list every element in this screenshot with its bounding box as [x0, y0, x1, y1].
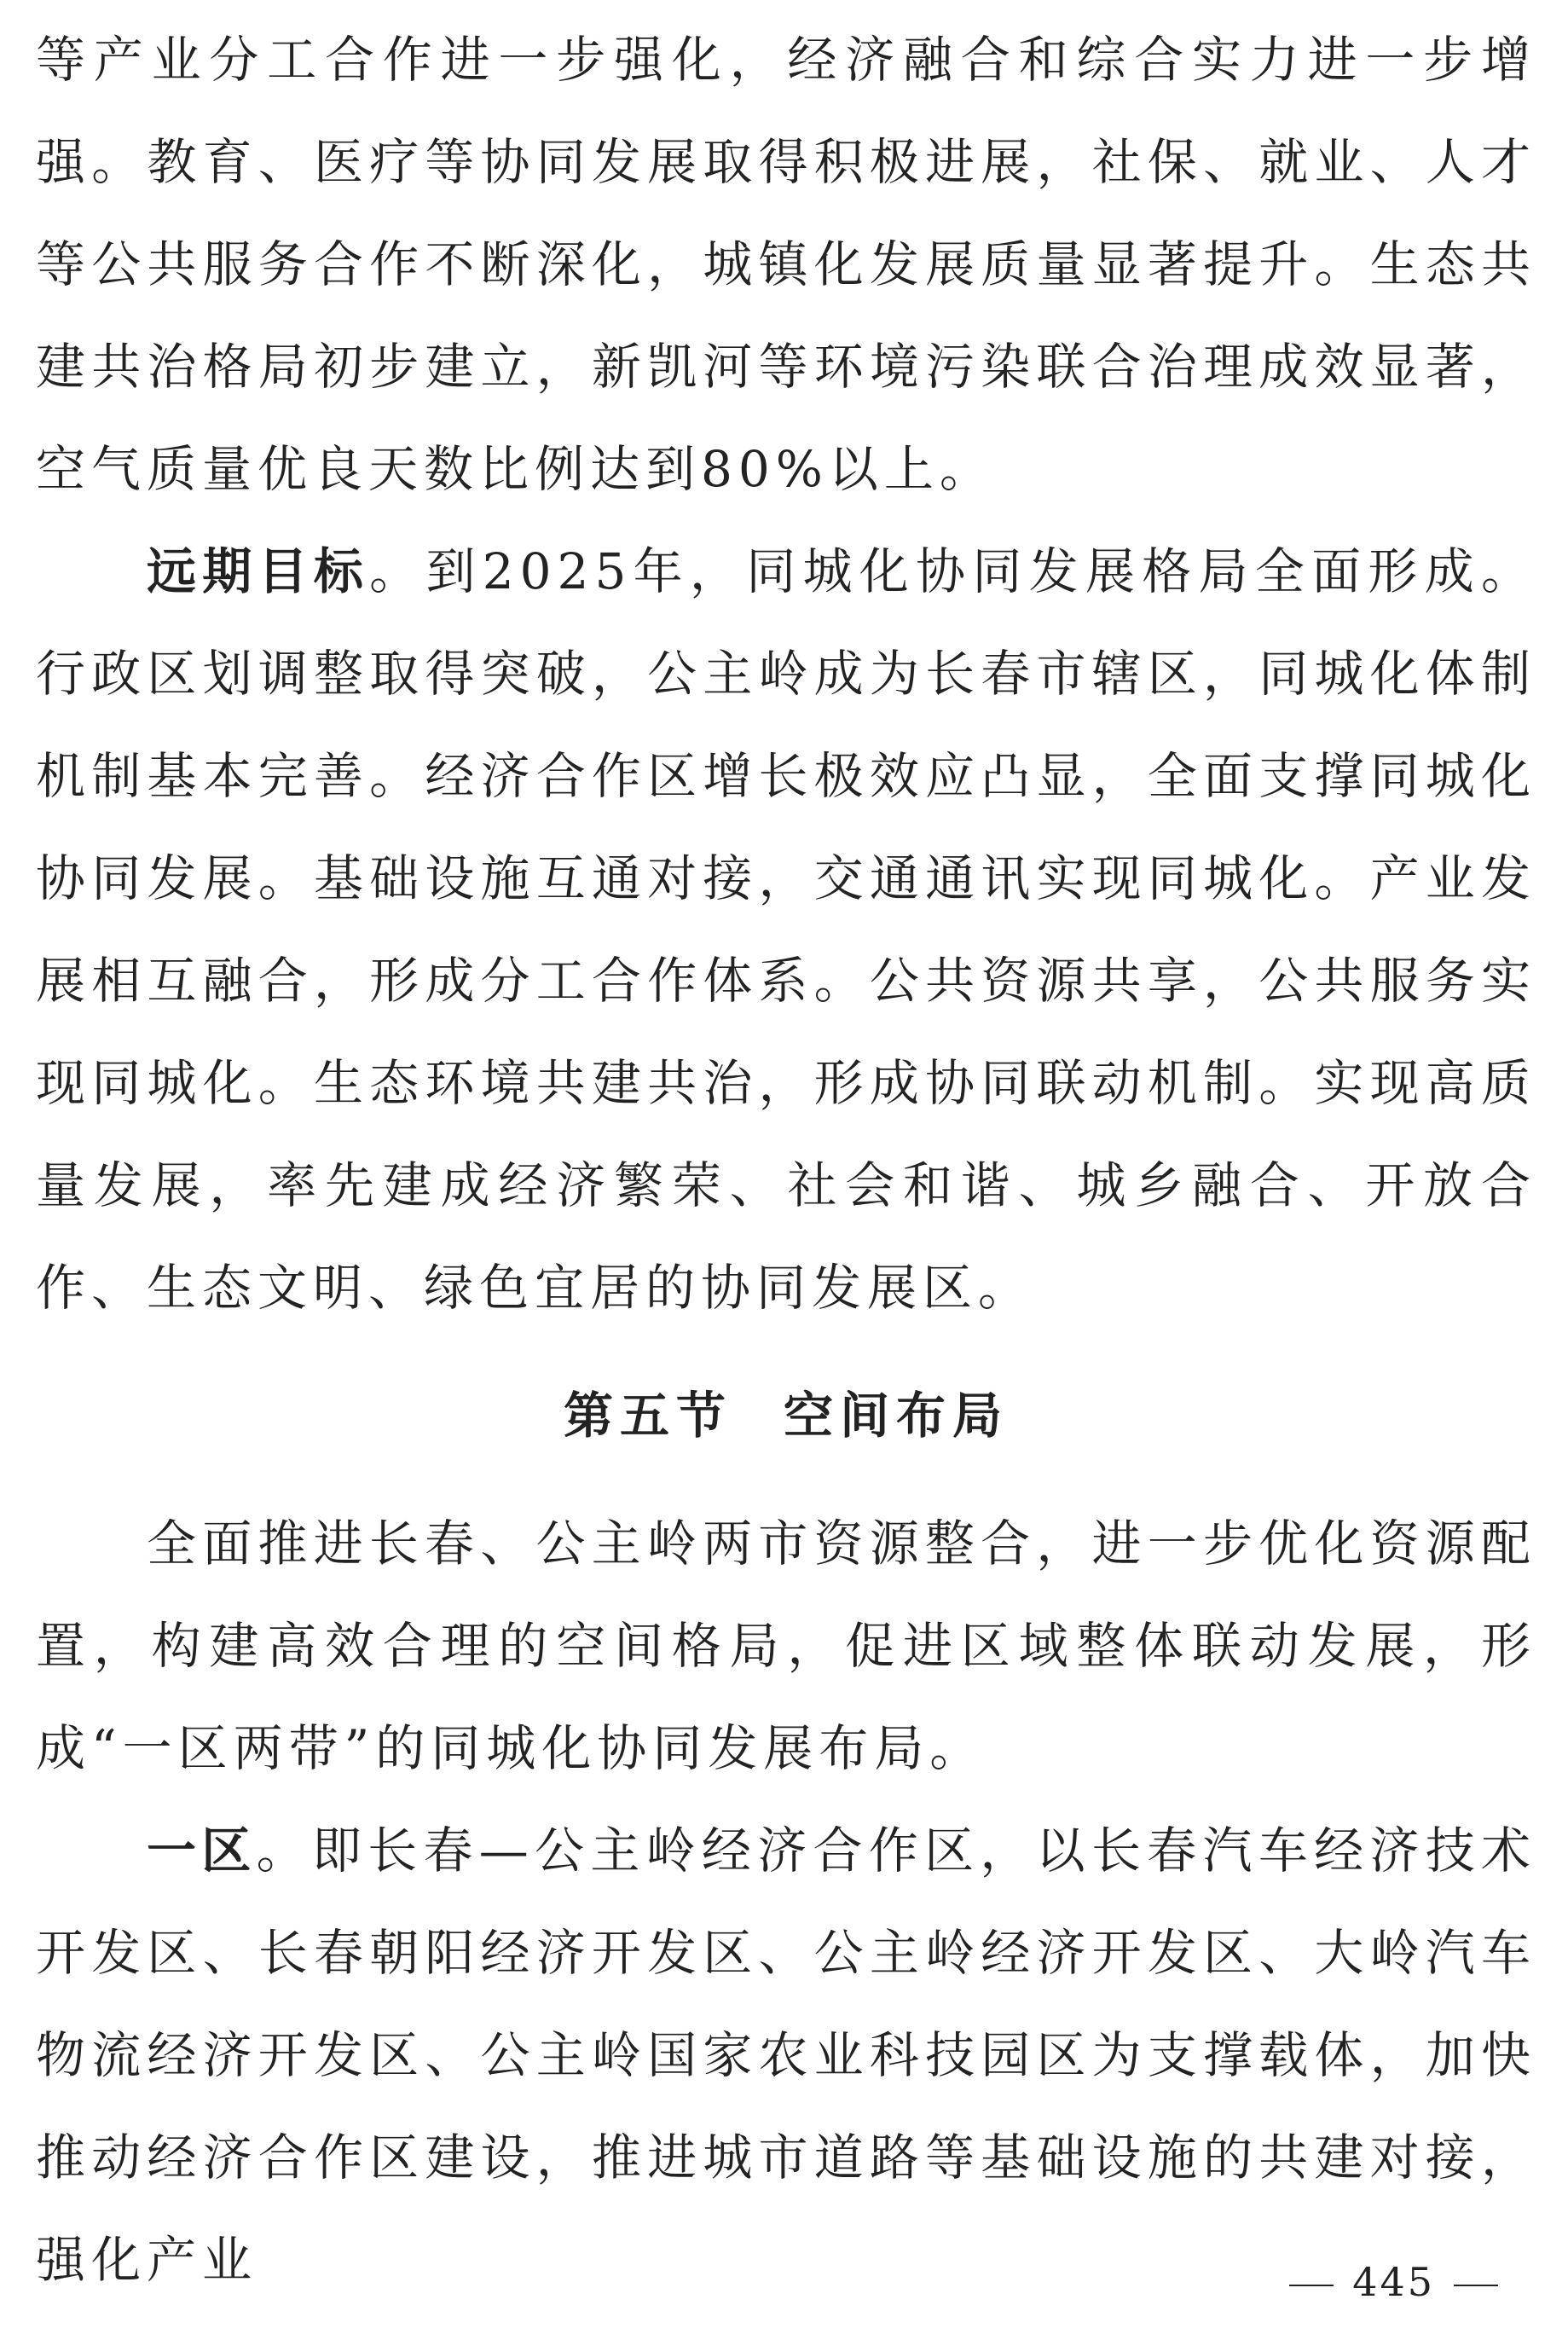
page-footer — [0, 2256, 1568, 2308]
paragraph-text: 等产业分工合作进一步强化，经济融合和综合实力进一步增强。教育、医疗等协同发展取得积极进展，社保、就业、人才等公共服务合作不断深化，城镇化发展质量显著提升。生态共建共治格局初步建立，新凯河等环境污染联合治理成效显著，空气质量优良天数比例达到80%以上。 — [36, 31, 1536, 498]
section-title: 空间布局 — [784, 1387, 1010, 1445]
paragraph-text: 全面推进长春、公主岭两市资源整合，进一步优化资源配置，构建高效合理的空间格局，促进区域整体联动发展，形成“一区两带”的同城化协同发展布局。 — [36, 1515, 1536, 1777]
paragraph-near-term-continued — [36, 9, 1536, 520]
page-number: 445 — [1352, 2259, 1435, 2305]
paragraph-spatial-layout-intro — [36, 1492, 1536, 1799]
section-number: 第五节 — [563, 1387, 732, 1445]
paragraph-text: 。即长春—公主岭经济合作区，以长春汽车经济技术开发区、长春朝阳经济开发区、公主岭经济开发区、大岭汽车物流经济开发区、公主岭国家农业科技园区为支撑载体，加快推动经济合作区建设，推进城市道路等基础设施的共建对接，强化产业 — [36, 1822, 1536, 2289]
section-heading — [36, 1364, 1536, 1467]
paragraph-long-term-goals — [36, 520, 1536, 1339]
document-page — [36, 0, 1536, 2311]
paragraph-lead-one-zone: 一区 — [147, 1822, 257, 1880]
paragraph-text: 。到2025年，同城化协同发展格局全面形成。行政区划调整取得突破，公主岭成为长春市辖区，同城化体制机制基本完善。经济合作区增长极效应凸显，全面支撑同城化协同发展。基础设施互通对接，交通通讯实现同城化。产业发展相互融合，形成分工合作体系。公共资源共享，公共服务实现同城化。生态环境共建共治，形成协同联动机制。实现高质量发展，率先建成经济繁荣、社会和谐、城乡融合、开放合作、生态文明、绿色宜居的协同发展区。 — [36, 542, 1536, 1317]
paragraph-one-zone — [36, 1799, 1536, 2311]
page-number-dash-right — [1454, 2285, 1498, 2286]
page-number-dash-left — [1289, 2285, 1334, 2286]
paragraph-lead-long-term: 远期目标 — [147, 542, 370, 600]
